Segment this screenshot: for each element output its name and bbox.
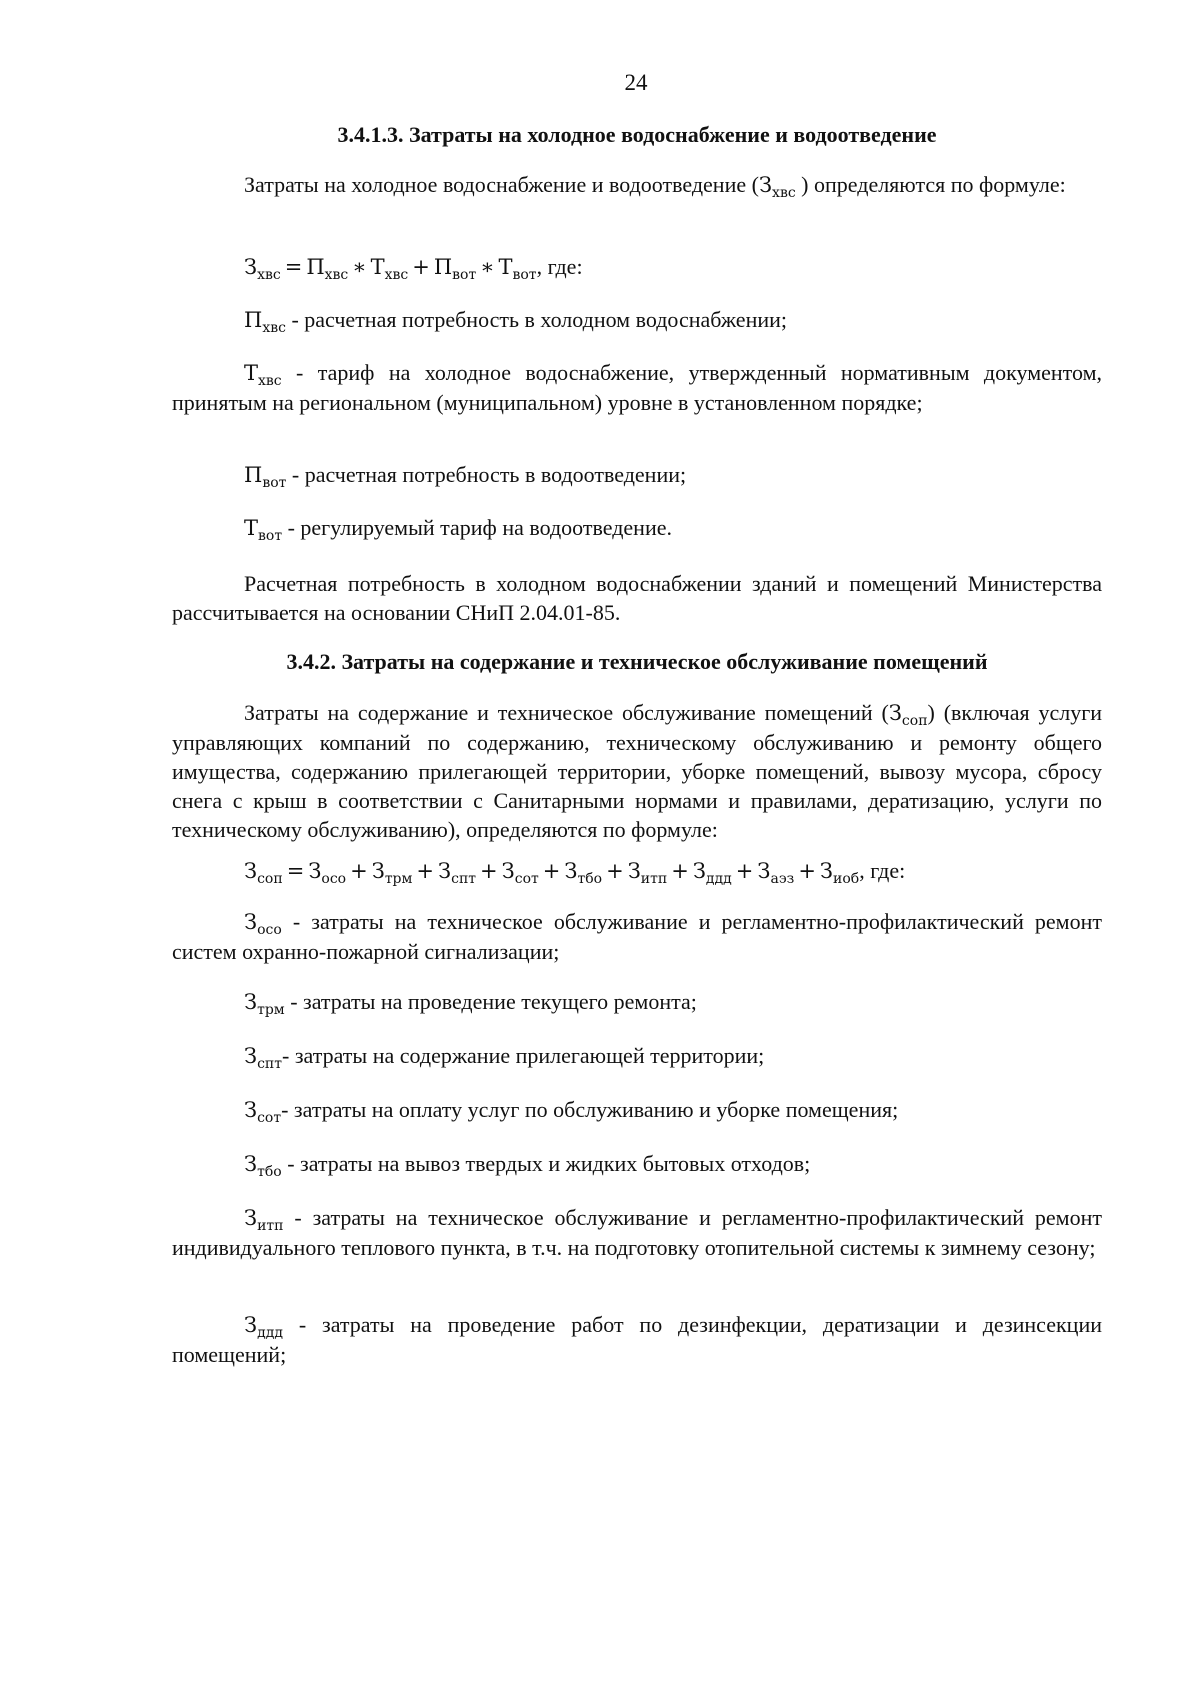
formula-symbol: З — [627, 859, 641, 883]
plus-sign: + — [480, 859, 498, 883]
definition-item — [172, 1203, 1102, 1262]
formula-symbol: З — [244, 859, 258, 883]
definition-item — [172, 460, 1102, 490]
section-heading-maintenance: 3.4.2. Затраты на содержание и техническое обслуживание помещений — [286, 649, 988, 674]
def-text: - затраты на проведение работ по дезинфекции, дератизации и дезинсекции помещений; — [172, 1312, 1102, 1367]
multiply-sign: ∗ — [352, 255, 367, 279]
def-subscript: хвс — [258, 373, 282, 389]
definition-item — [172, 907, 1102, 966]
formula-symbol: З — [371, 859, 385, 883]
intro-maintenance-tail: ) (включая услуги управляющих компаний по содержанию, техническому обслуживанию и ремонту общего имущества, содержанию прилегающей территории, уборке помещений, вывозу мусора, сбросу снега с крыш в соответствии с Санитарными нормами и правилами, дератизацию, услуги по техническому обслуживанию), определяются по формуле: — [172, 700, 1103, 842]
intro-water-tail: ) определяются по формуле: — [795, 172, 1066, 197]
def-symbol: З — [244, 1206, 258, 1230]
formula-symbol: П — [433, 255, 453, 279]
def-text: - тариф на холодное водоснабжение, утвержденный нормативным документом, принятым на региональном (муниципальном) уровне в установленном порядке; — [172, 360, 1102, 415]
formula-subscript: хвс — [384, 267, 409, 283]
def-symbol: З — [244, 1313, 258, 1337]
formula-symbol: З — [244, 255, 258, 279]
plus-sign: + — [350, 859, 368, 883]
plus-sign: + — [606, 859, 624, 883]
def-symbol: З — [244, 990, 258, 1014]
def-subscript: ддд — [257, 1325, 283, 1341]
plus-sign: + — [412, 255, 430, 279]
formula-subscript: осо — [321, 871, 347, 887]
def-text: - затраты на оплату услуг по обслуживанию и уборке помещения; — [281, 1097, 899, 1122]
intro-water-text: Затраты на холодное водоснабжение и водоотведение ( — [244, 172, 759, 197]
def-text: - расчетная потребность в холодном водоснабжении; — [285, 307, 788, 332]
definition-item — [172, 1310, 1102, 1369]
formula-symbol: Т — [370, 255, 385, 279]
definition-item — [172, 358, 1102, 417]
definition-item — [172, 1095, 1102, 1125]
def-subscript: вот — [258, 528, 283, 544]
def-symbol: З — [244, 1152, 258, 1176]
def-subscript: осо — [257, 922, 282, 938]
formula-subscript: иоб — [833, 871, 860, 887]
plus-sign: + — [735, 859, 754, 883]
formula-maintenance — [244, 856, 1104, 886]
def-subscript: сот — [257, 1110, 282, 1126]
definition-item — [172, 1041, 1102, 1071]
def-text: - затраты на проведение текущего ремонта; — [284, 989, 697, 1014]
symbol: З — [888, 701, 902, 725]
def-symbol: З — [244, 1044, 258, 1068]
formula-subscript: итп — [640, 871, 668, 887]
definition-item — [172, 513, 1102, 543]
def-text: - регулируемый тариф на водоотведение. — [282, 515, 672, 540]
plus-sign: + — [671, 859, 689, 883]
formula-subscript: спт — [451, 871, 477, 887]
def-symbol: З — [244, 910, 258, 934]
note-paragraph: Расчетная потребность в холодном водоснабжении зданий и помещений Министерства рассчитывается на основании СНиП 2.04.01-85. — [172, 571, 1102, 625]
formula-subscript: хвс — [257, 267, 281, 283]
def-text: - затраты на техническое обслуживание и регламентно-профилактический ремонт индивидуального теплового пункта, в т.ч. на подготовку отопительной системы к зимнему сезону; — [172, 1205, 1102, 1260]
def-subscript: тбо — [257, 1164, 282, 1180]
def-symbol: Т — [244, 361, 259, 385]
formula-subscript: соп — [257, 871, 283, 887]
formula-subscript: хвс — [324, 267, 349, 283]
plus-sign: + — [542, 859, 561, 883]
def-text: - затраты на вывоз твердых и жидких бытовых отходов; — [281, 1151, 811, 1176]
def-subscript: итп — [257, 1218, 284, 1234]
page-number: 24 — [624, 70, 648, 95]
formula-symbol: З — [438, 859, 452, 883]
formula-symbol: З — [308, 859, 322, 883]
def-subscript: вот — [262, 475, 287, 491]
definition-item — [172, 987, 1102, 1017]
intro-water — [172, 170, 1102, 200]
formula-water — [244, 252, 1104, 282]
equals-sign: = — [284, 255, 303, 279]
def-subscript: трм — [257, 1002, 285, 1018]
def-text: - затраты на содержание прилегающей территории; — [282, 1043, 765, 1068]
plus-sign: + — [416, 859, 435, 883]
formula-symbol: З — [501, 859, 515, 883]
def-subscript: хвс — [262, 320, 286, 336]
subscript: соп — [901, 713, 928, 729]
subscript: хвс — [772, 185, 796, 201]
def-symbol: П — [244, 308, 263, 332]
formula-subscript: тбо — [577, 871, 603, 887]
section-heading-water: 3.4.1.3. Затраты на холодное водоснабжение и водоотведение — [337, 122, 937, 147]
formula-symbol: Т — [498, 255, 513, 279]
definition-item — [172, 1149, 1102, 1179]
intro-maintenance — [172, 698, 1102, 844]
symbol: З — [758, 173, 773, 197]
formula-subscript: сот — [514, 871, 539, 887]
formula-subscript: трм — [384, 871, 413, 887]
formula-subscript: вот — [512, 267, 537, 283]
def-symbol: Т — [244, 516, 259, 540]
def-symbol: З — [244, 1098, 258, 1122]
def-text: - расчетная потребность в водоотведении; — [286, 462, 687, 487]
formula-subscript: ддд — [705, 871, 732, 887]
multiply-sign: ∗ — [480, 255, 495, 279]
formula-symbol: З — [564, 859, 578, 883]
equals-sign: = — [286, 859, 305, 883]
def-symbol: П — [244, 463, 263, 487]
formula-subscript: аэз — [770, 871, 795, 887]
intro-maintenance-text: Затраты на содержание и техническое обслуживание помещений ( — [244, 700, 889, 725]
def-subscript: спт — [257, 1056, 283, 1072]
formula-symbol: З — [819, 859, 834, 883]
formula-subscript: вот — [452, 267, 477, 283]
definition-item — [172, 305, 1102, 335]
formula-tail: , где: — [536, 254, 583, 279]
formula-symbol: П — [306, 255, 325, 279]
formula-tail: , где: — [859, 858, 906, 883]
formula-symbol: З — [757, 859, 771, 883]
plus-sign: + — [798, 859, 816, 883]
def-text: - затраты на техническое обслуживание и регламентно-профилактический ремонт систем охранно-пожарной сигнализации; — [172, 909, 1102, 964]
formula-symbol: З — [692, 859, 706, 883]
